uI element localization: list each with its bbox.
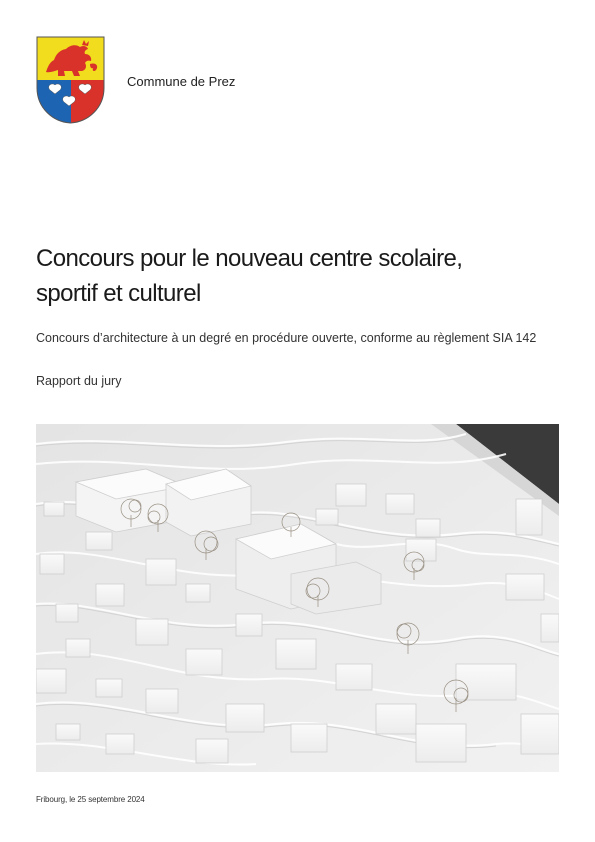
document-subtitle: Concours d’architecture à un degré en procédure ouverte, conforme au règlement SIA 142 [36,331,537,345]
coat-of-arms-icon [36,36,105,124]
commune-name: Commune de Prez [127,74,236,89]
document-title [36,241,556,311]
document-title-line-1: Concours pour le nouveau centre scolaire, [36,245,463,272]
report-label: Rapport du jury [36,374,122,388]
place-date: Fribourg, le 25 septembre 2024 [36,795,145,804]
architectural-model-photo [36,424,559,772]
document-title-line-2: sportif et culturel [36,280,201,307]
